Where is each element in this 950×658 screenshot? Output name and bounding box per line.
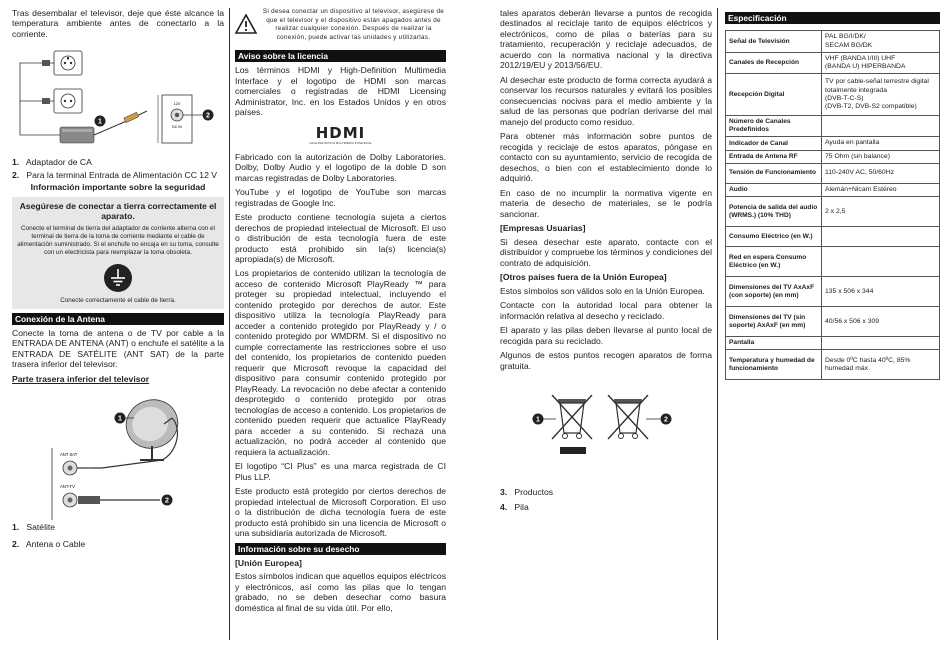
license-section-header: Aviso sobre la licencia — [235, 50, 446, 62]
power-connection-figure — [12, 43, 224, 153]
disposal-text-2: Al desechar este producto de forma correcta ayudará a conservar los recursos naturales y evitará los posibles consecuencias nocivas para el medio ambiente y la salud de las personas que podrían derivarse del mal manejo del producto como residuo. — [500, 74, 712, 127]
spec-value: 135 x 506 x 344 — [822, 277, 940, 307]
hdmi-logo: HDMI — [315, 123, 366, 142]
column-divider — [229, 8, 230, 640]
spec-key: Audio — [726, 184, 822, 197]
spec-section-header: Especificación — [725, 12, 940, 24]
spec-value — [822, 116, 940, 137]
spec-table — [725, 30, 940, 380]
ant-sat-label: ANT SAT — [60, 452, 78, 458]
spec-row — [726, 247, 940, 277]
spec-value: Ayuda en pantalla — [822, 137, 940, 150]
spec-value: VHF (BANDA I/III) UHF (BANDA U) HIPERBANDA — [822, 52, 940, 74]
spec-key: Consumo Eléctrico (en W.) — [726, 227, 822, 247]
column-2 — [235, 8, 446, 617]
microsoft-ip-text: Este producto está protegido por ciertos derechos de propiedad intelectual de Microsoft Corporation. El uso o la distribución de dicha tecnología fuera de este producto está prohibido sin una licencia de Microsoft o una subsidiaria autorizada de Microsoft. — [235, 486, 446, 539]
non-eu-text-3: El aparato y las pilas deben llevarse al punto local de recogida para su reciclado. — [500, 325, 712, 346]
disposal-section-header: Información sobre su desecho — [235, 543, 446, 555]
figure-label-2: 2 — [206, 112, 210, 120]
crossed-bin-icon — [552, 395, 592, 454]
spec-row — [726, 137, 940, 150]
spec-value: TV por cable-señal terrestre digital totalmente integrada (DVB-T-C-S) (DVB-T2, DVB-S2 compatible) — [822, 74, 940, 116]
rear-panel-title: Parte trasera inferior del televisor — [12, 373, 150, 384]
port-dcin-label: DC IN — [172, 125, 182, 130]
column-divider — [717, 8, 718, 640]
list-item: 4. Pila — [500, 501, 529, 512]
spec-key: Tensión de Funcionamiento — [726, 164, 822, 184]
port-voltage-label: 12V — [173, 102, 181, 107]
intro-text: Tras desembalar el televisor, deje que éste alcance la temperatura ambiente antes de conectarlo a la corriente. — [12, 8, 224, 39]
spec-row — [726, 307, 940, 337]
list-item: 2. Para la terminal Entrada de Alimentación CC 12 V — [12, 169, 217, 180]
warning-body: Conecte el terminal de tierra del adaptador de corriente alterna con el terminal de tierra de la toma de corriente mediante el cable de alimentación suministrado. Si el enchufe no encaja en su toma, consulte con un electricista para reemplazar la toma obsoleta. — [17, 224, 219, 257]
spec-key: Pantalla — [726, 337, 822, 350]
list-item: 1. Satélite — [12, 522, 56, 533]
antenna-text: Conecte la toma de antena o de TV por cable a la ENTRADA DE ANTENA (ANT) o enchufe el satélite a la ENTRADA DE SATÉLITE (ANT SAT) de la parte trasera inferior del televisor. — [12, 327, 224, 370]
disposal-text-4: En caso de no incumplir la normativa vigente en materia de desecho de materiales, se le podría sancionar. — [500, 187, 712, 219]
antenna-section-header: Conexión de la Antena — [12, 313, 224, 325]
hdmi-tagline: HIGH-DEFINITION MULTIMEDIA INTERFACE — [309, 140, 372, 145]
antenna-connection-figure — [12, 388, 224, 520]
spec-key: Dimensiones del TV (sin soporte) AxAxF (en mm) — [726, 307, 822, 337]
figure-label-2: 2 — [664, 416, 668, 424]
ant-tv-label: ANT-TV — [60, 484, 75, 490]
disposal-text-3: Para obtener más información sobre puntos de recogida y reciclaje de estos aparatos, póngase en contacto con su ayuntamiento, servicio de recogida de desechos, o bien con el establecimiento donde lo adquirió. — [500, 131, 712, 184]
spec-row — [726, 277, 940, 307]
non-eu-text-4: Algunos de estos puntos recogen aparatos de forma gratuita. — [500, 350, 712, 371]
spec-key: Canales de Recepción — [726, 52, 822, 74]
spec-row — [726, 31, 940, 53]
eu-title: [Unión Europea] — [235, 557, 302, 568]
dolby-text: Fabricado con la autorización de Dolby Laboratories. Dolby, Dolby Audio y el logotipo de la doble D son marcas registradas de Dolby Laboratories. — [235, 151, 446, 183]
spec-row — [726, 227, 940, 247]
device-warning-text: Si desea conectar un dispositivo al televisor, asegúrese de que el televisor y el dispositivo están apagados antes de realizar cualquier conexión. Después de realizar la conexión, puede activar las unidades y utilizarlas. — [262, 8, 445, 41]
spec-value: 2 x 2,5 — [822, 197, 940, 227]
spec-row — [726, 150, 940, 163]
safety-title: Información importante sobre la seguridad — [30, 182, 206, 193]
spec-key: Dimensiones del TV AxAxF (con soporte) (en mm) — [726, 277, 822, 307]
column-3 — [500, 8, 712, 514]
spec-row — [726, 337, 940, 350]
ground-icon — [103, 263, 133, 293]
spec-value: 110-240V AC, 50/60Hz — [822, 164, 940, 184]
spec-key: Señal de Televisión — [726, 31, 822, 53]
spec-row — [726, 184, 940, 197]
spec-row — [726, 197, 940, 227]
non-eu-text-2: Contacte con la autoridad local para obtener la información relativa al desecho y reciclado. — [500, 300, 712, 321]
spec-value — [822, 247, 940, 277]
figure-label-1: 1 — [118, 415, 122, 423]
spec-key: Indicador de Canal — [726, 137, 822, 150]
column-1 — [12, 8, 224, 551]
microsoft-text: Este producto contiene tecnología sujeta a ciertos derechos de propiedad intelectual de Microsoft. El uso o distribución de esta tecnología fuera de este producto está prohibido sin la(s) licencia(s) apropiada(s) de Microsoft. — [235, 212, 446, 264]
business-text: Si desea desechar este aparato, contacte con el distribuidor y compruebe los términos y condiciones del contrato de adquisición. — [500, 236, 712, 268]
eu-disposal-text: Estos símbolos indican que aquellos equipos eléctricos y electrónicos, así como las pilas que lo tengan grabado, no se deben desechar como basura doméstica al final de su vida útil. Por ello, — [235, 571, 446, 613]
spec-value — [822, 337, 940, 350]
grounding-warning-box — [12, 197, 224, 309]
spec-value: PAL BG/I/DK/ SECAM BG/DK — [822, 31, 940, 53]
weee-bin-figure — [500, 389, 712, 469]
spec-value: Alemán+Nicam Estéreo — [822, 184, 940, 197]
spec-row — [726, 164, 940, 184]
spec-value: 75 Ohm (sin balance) — [822, 150, 940, 163]
spec-value: 40/56 x 506 x 309 — [822, 307, 940, 337]
warning-footer: Conecte correctamente el cable de tierra. — [60, 296, 176, 304]
list-item: 3. Productos — [500, 487, 554, 498]
warning-triangle-icon — [235, 14, 257, 34]
spec-row — [726, 52, 940, 74]
ciplus-text: El logotipo “CI Plus” es una marca registrada de CI Plus LLP. — [235, 461, 446, 482]
spec-key: Red en espera Consumo Eléctrico (en W.) — [726, 247, 822, 277]
spec-row — [726, 116, 940, 137]
spec-value: Desde 0ºC hasta 40ºC, 85% humedad máx. — [822, 350, 940, 380]
column-4 — [725, 8, 940, 380]
disposal-text-1: tales aparatos deberán llevarse a puntos de recogida destinados al reciclaje tanto de equipos eléctricos y electrónicos, como de pilas o baterías para su tratamiento, recuperación y reciclaje adecuados, de acuerdo con la normativa nacional y la directiva 2012/19/EU y 2013/56/EU. — [500, 8, 712, 71]
spec-value — [822, 227, 940, 247]
device-warning-note — [235, 8, 446, 46]
hdmi-license-text: Los términos HDMI y High-Definition Multimedia Interface y el logotipo de HDMI son marcas comerciales o registradas de HDMI Licensing Administrator, Inc. en los Estados Unidos y en otros países. — [235, 65, 446, 118]
spec-key: Potencia de salida del audio (WRMS.) (10% THD) — [726, 197, 822, 227]
youtube-text: YouTube y el logotipo de YouTube son marcas registradas de Google Inc. — [235, 187, 446, 208]
list-item: 2. Antena o Cable — [12, 538, 86, 549]
figure-label-2: 2 — [165, 497, 169, 505]
spec-key: Entrada de Antena RF — [726, 150, 822, 163]
non-eu-title: [Otros países fuera de la Unión Europea] — [500, 272, 667, 283]
spec-key: Recepción Digital — [726, 74, 822, 116]
spec-row — [726, 74, 940, 116]
spec-key: Temperatura y humedad de funcionamiento — [726, 350, 822, 380]
business-title: [Empresas Usuarias] — [500, 223, 586, 234]
non-eu-text-1: Estos símbolos son válidos solo en la Unión Europea. — [500, 285, 705, 296]
figure-label-1: 1 — [98, 118, 102, 126]
warning-title: Asegúrese de conectar a tierra correctamente el aparato. — [19, 200, 217, 222]
figure-label-1: 1 — [536, 416, 540, 424]
crossed-bin-icon — [608, 395, 648, 439]
spec-key: Número de Canales Predefinidos — [726, 116, 822, 137]
playready-text: Los propietarios de contenido utilizan la tecnología de acceso de contenido Microsoft PlayReady ™ para proteger su propiedad intelectual, incluyendo el contenido protegido por derechos de autor. Este dispositivo utiliza la tecnología PlayReady para acceder a contenido protegido por PlayReady y / o contenido protegido por WMDRM. Si el dispositivo no cumple correctamente las restricciones sobre el uso del contenido, los propietarios de contenido pueden requerir que Microsoft revoque la capacidad del dispositivo para consumir contenido protegido por PlayReady. La revocación no debe afectar a contenido desprotegido o contenido protegido por otras tecnologías de acceso a contenido. Los propietarios de contenido pueden requerir que actualice PlayReady para acceder a su contenido. Si rechaza una actualización, no podrá acceder al contenido que requiera la actualización. — [235, 268, 446, 457]
list-item: 1. Adaptador de CA — [12, 157, 92, 168]
spec-row — [726, 350, 940, 380]
